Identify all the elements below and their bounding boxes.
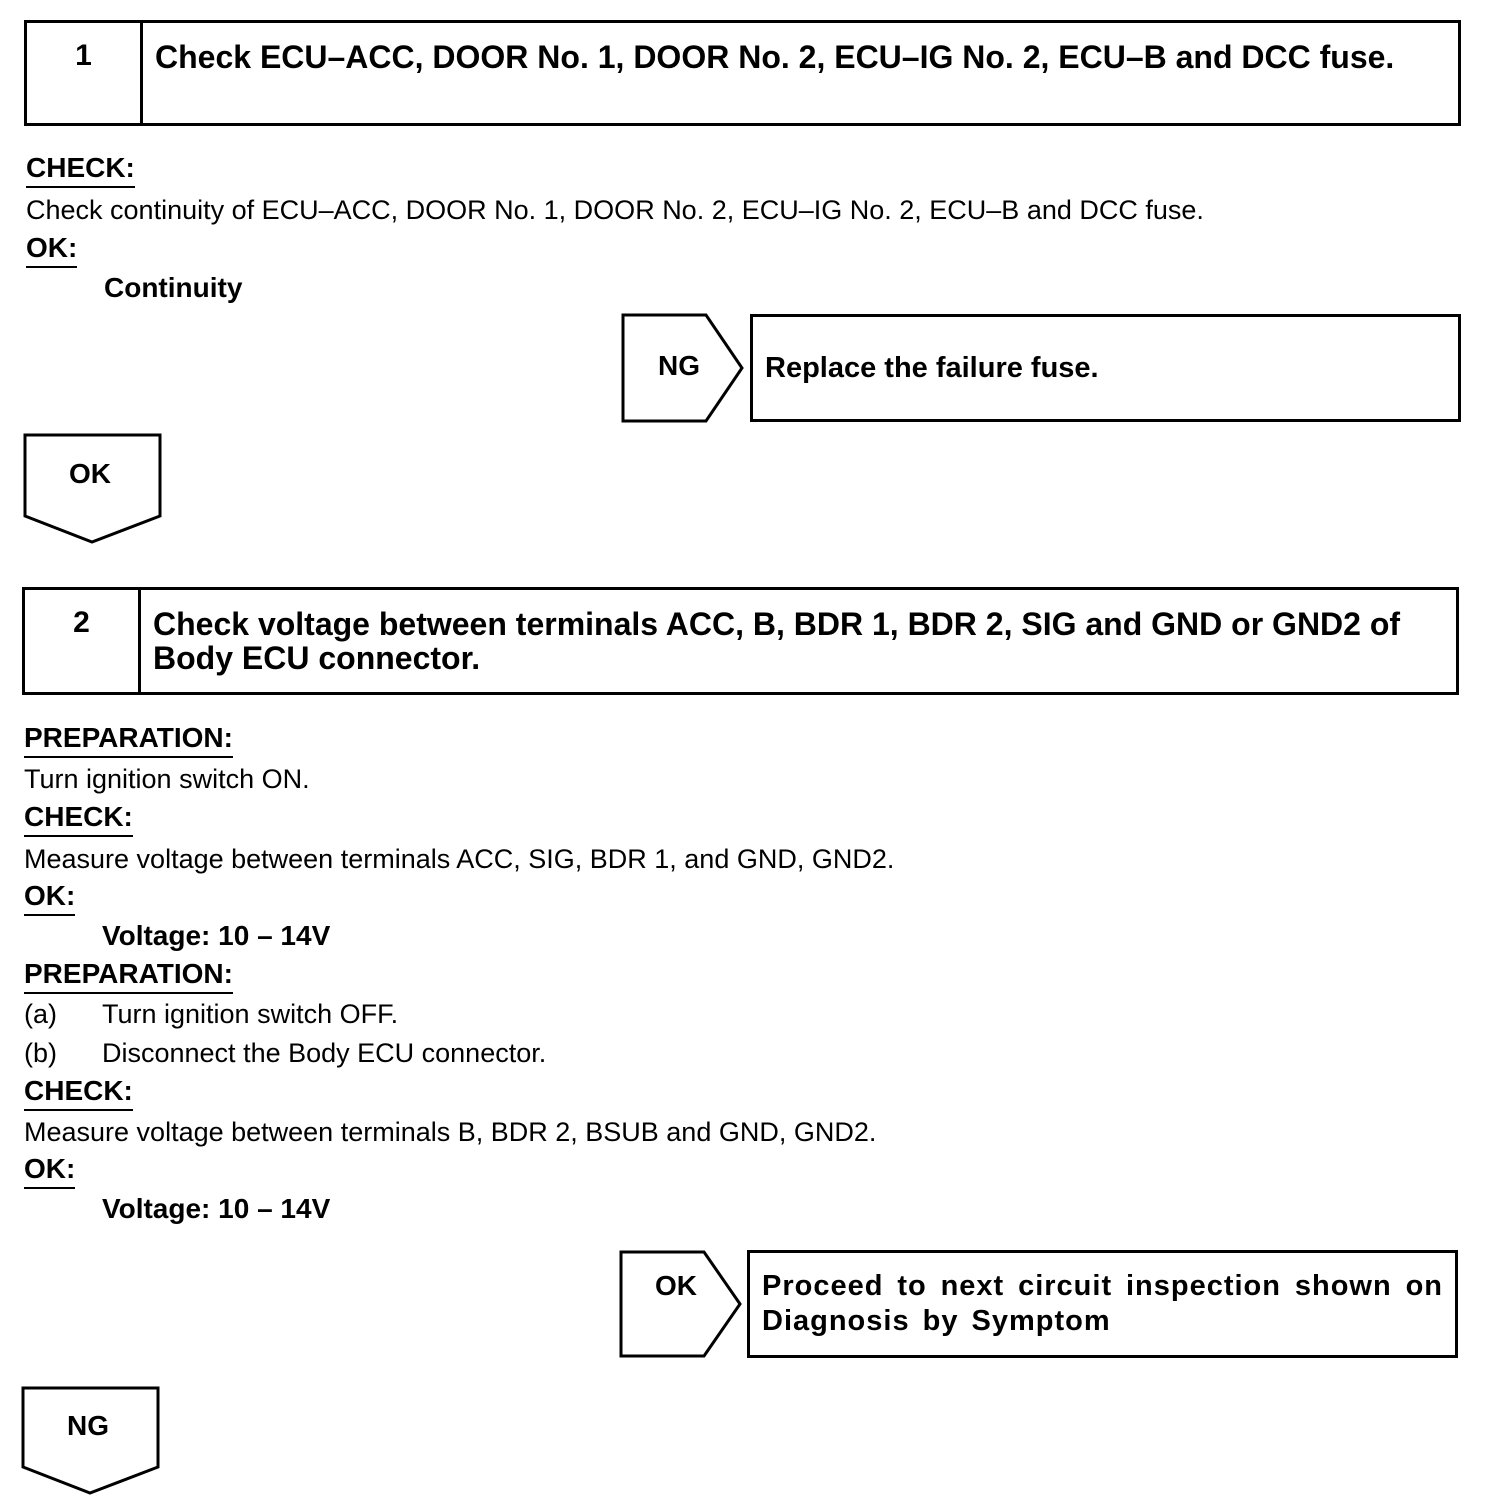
ok-down-arrow-label: OK <box>69 458 111 489</box>
prep-item-a-marker: (a) <box>24 999 57 1029</box>
proceed-result-text: Proceed to next circuit inspection shown on Diagnosis by Symptom <box>762 1270 1443 1337</box>
ng-branch-label: NG <box>658 350 700 381</box>
step-2-ok-2-heading: OK: <box>24 1153 75 1189</box>
step-1-title: Check ECU–ACC, DOOR No. 1, DOOR No. 2, ECU–IG No. 2, ECU–B and DCC fuse. <box>155 39 1395 75</box>
ok-branch-label: OK <box>655 1270 697 1301</box>
prep-item-a-text: Turn ignition switch OFF. <box>102 999 399 1029</box>
step-2-number: 2 <box>25 590 141 692</box>
prep-item-b-marker: (b) <box>24 1038 57 1068</box>
step-2-title: Check voltage between terminals ACC, B, BDR 1, BDR 2, SIG and GND or GND2 of Body ECU connector. <box>153 606 1401 676</box>
step-2-ok-spec: Voltage: 10 – 14V <box>102 920 331 951</box>
step-2-check-2-heading: CHECK: <box>24 1075 133 1111</box>
step-2-box <box>22 587 1459 695</box>
step-1-ok-heading: OK: <box>26 232 77 268</box>
step-1-check-text: Check continuity of ECU–ACC, DOOR No. 1, DOOR No. 2, ECU–IG No. 2, ECU–B and DCC fuse. <box>26 195 1204 225</box>
step-2-check-heading: CHECK: <box>24 801 133 837</box>
ng-down-arrow-label: NG <box>67 1410 109 1441</box>
step-1-box <box>24 20 1461 126</box>
step-1-check-heading: CHECK: <box>26 152 135 188</box>
step-2-preparation-text: Turn ignition switch ON. <box>24 764 310 794</box>
step-2-preparation-2-heading: PREPARATION: <box>24 958 233 994</box>
replace-fuse-result-box <box>750 314 1461 422</box>
step-2-preparation-heading: PREPARATION: <box>24 722 233 758</box>
step-2-ok-heading: OK: <box>24 880 75 916</box>
step-1-number: 1 <box>27 23 143 123</box>
step-1-ok-spec: Continuity <box>104 272 243 303</box>
ok-branch-arrow-icon <box>618 1249 748 1359</box>
step-2-ok-2-spec: Voltage: 10 – 14V <box>102 1193 331 1224</box>
step-2-check-text: Measure voltage between terminals ACC, SIG, BDR 1, and GND, GND2. <box>24 844 895 874</box>
proceed-result-box <box>747 1250 1458 1358</box>
step-2-check-2-text: Measure voltage between terminals B, BDR 2, BSUB and GND, GND2. <box>24 1117 877 1147</box>
replace-fuse-result-text: Replace the failure fuse. <box>765 351 1099 384</box>
prep-item-b-text: Disconnect the Body ECU connector. <box>102 1038 547 1068</box>
